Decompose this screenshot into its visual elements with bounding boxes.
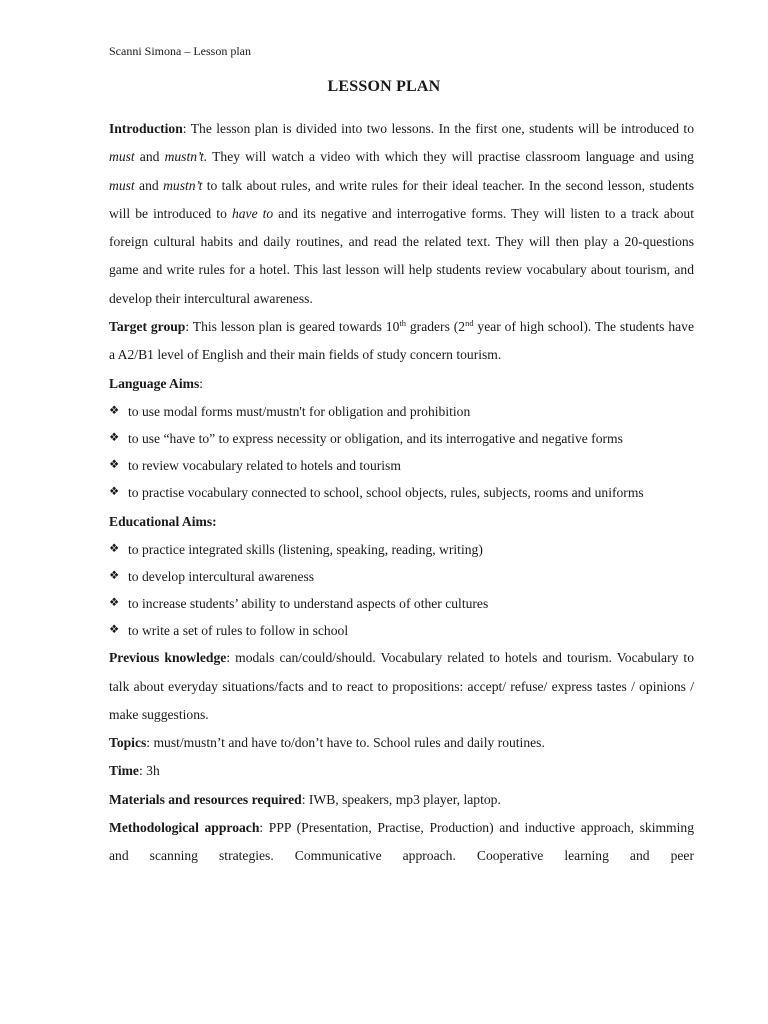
diamond-bullet-icon: ❖ [109,542,120,555]
list-item [109,452,694,479]
time-paragraph [109,757,694,785]
document-body [109,115,694,871]
methodological-text: : PPP (Presentation, Practise, Production) and inductive approach, skimming and scanning strategies. Communicative approach. Cooperative learning and peer [109,820,694,864]
topics-label: Topics [109,735,147,751]
list-item [109,425,694,452]
introduction-label: Introduction [109,121,183,136]
list-item-text: to use “have to” to express necessity or obligation, and its interrogative and negative forms [128,431,623,447]
diamond-bullet-icon: ❖ [109,597,120,610]
diamond-bullet-icon: ❖ [109,404,120,417]
introduction-text: and [134,177,164,193]
topics-paragraph [109,729,694,757]
target-group-text: : This lesson plan is geared towards 10 [185,319,400,335]
emphasis-mustnt: mustn’t. [164,149,208,165]
diamond-bullet-icon: ❖ [109,569,120,582]
list-item-text: to develop intercultural awareness [128,568,315,584]
diamond-bullet-icon: ❖ [109,624,120,637]
topics-text: : must/mustn’t and have to/don’t have to. School rules and daily routines. [146,735,545,751]
target-group-label: Target group [109,319,186,335]
list-item [109,590,694,617]
list-item-text: to practise vocabulary connected to school, school objects, rules, subjects, rooms and uniforms [128,485,644,501]
list-item-text: to practice integrated skills (listening, speaking, reading, writing) [128,541,483,557]
language-aims-label: Language Aims [109,375,200,391]
diamond-bullet-icon: ❖ [109,486,120,499]
methodological-paragraph [109,814,694,871]
emphasis-mustnt: mustn’t [163,177,203,193]
list-item [109,398,694,425]
emphasis-must: must [109,177,135,193]
introduction-paragraph [109,115,694,313]
educational-aims-heading [109,508,694,536]
page-header: Scanni Simona – Lesson plan [109,44,251,58]
emphasis-have-to: have to [231,205,274,221]
introduction-text: They will watch a video with which they will practise classroom language and using [207,149,694,165]
list-item-text: to review vocabulary related to hotels and tourism [128,458,401,474]
emphasis-must: must [109,149,135,165]
list-item [109,479,694,507]
list-item [109,617,694,644]
list-item-text: to write a set of rules to follow in school [128,623,349,639]
superscript: th [399,318,407,329]
methodological-label: Methodological approach [109,820,260,835]
materials-text: : IWB, speakers, mp3 player, laptop. [301,791,501,807]
previous-knowledge-text: : modals can/could/should. Vocabulary related to hotels and tourism. Vocabulary to talk about everyday situations/facts and to react to propositions: accept/ refuse/ express tastes / opinions / make suggestions. [109,650,695,722]
superscript: nd [465,318,474,329]
language-aims-list [109,398,694,508]
list-item-text: to use modal forms must/mustn't for obligation and prohibition [128,403,471,419]
list-item-text: to increase students’ ability to understand aspects of other cultures [128,596,489,612]
materials-label: Materials and resources required [109,791,302,807]
list-item [109,563,694,590]
introduction-text: to talk about rules, and write rules for their ideal teacher. In the second lesson, students will be introduced to [109,177,694,221]
educational-aims-label: Educational Aims: [109,513,217,529]
introduction-text: and its negative and interrogative forms. They will listen to a track about foreign cultural habits and daily routines, and read the related text. They will then play a 20-questions game and write rules for a hotel. This last lesson will help students review vocabulary about tourism, and develop their intercultural awareness. [109,205,694,306]
language-aims-heading [109,370,694,398]
time-label: Time [109,763,139,779]
educational-aims-list [109,536,694,644]
target-group-paragraph [109,313,694,370]
language-aims-colon: : [199,375,204,391]
previous-knowledge-label: Previous knowledge [109,650,227,666]
document-title: LESSON PLAN [327,78,441,95]
target-group-text: graders (2 [406,319,466,335]
time-text: : 3h [138,763,160,779]
previous-knowledge-paragraph [109,644,694,729]
materials-paragraph [109,786,694,814]
list-item [109,536,694,563]
target-group-text: year of high school). The students have a A2/B1 level of English and their main fields of study concern tourism. [109,319,694,363]
diamond-bullet-icon: ❖ [109,432,120,445]
introduction-text: : The lesson plan is divided into two lessons. In the first one, students will be introduced to [182,121,694,136]
introduction-text: and [134,149,165,165]
diamond-bullet-icon: ❖ [109,459,120,472]
